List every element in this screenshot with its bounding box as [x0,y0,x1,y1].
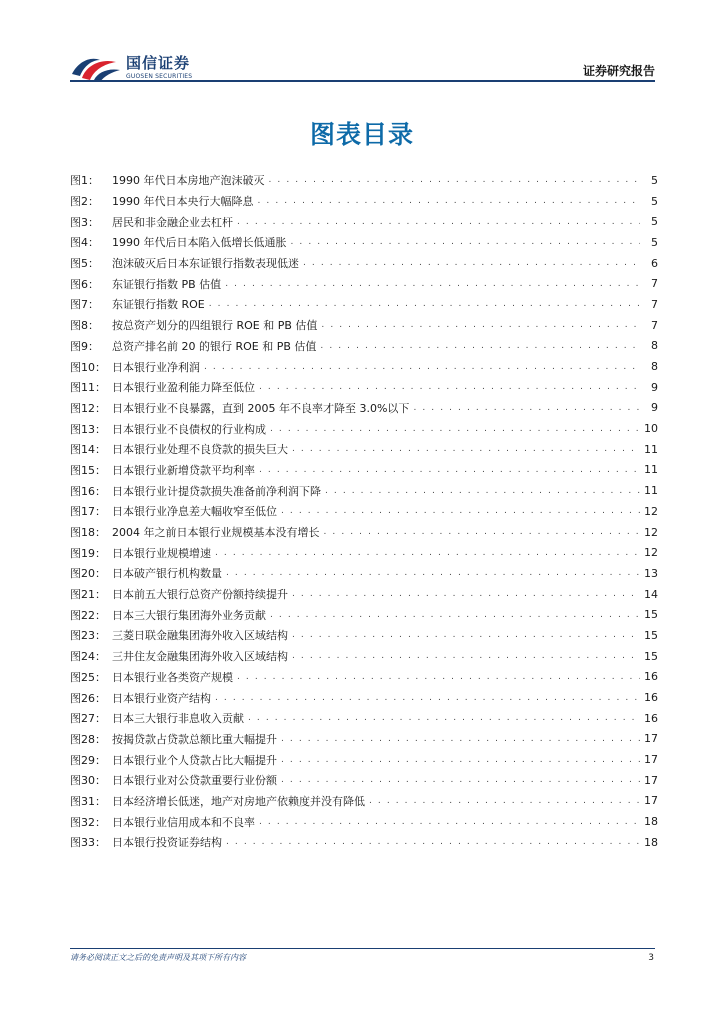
toc-entry-page: 15 [644,608,658,622]
toc-entry-page: 18 [644,815,658,829]
toc-dot-leader [259,382,640,392]
toc-entry-title: 日本银行业信用成本和不良率 [112,815,255,829]
toc-entry[interactable] [70,480,658,501]
page-number: 3 [648,953,654,963]
toc-entry-page: 13 [644,566,658,580]
toc-entry-title: 日本银行业个人贷款占比大幅提升 [112,753,277,767]
toc-entry-number: 图18： [70,526,106,540]
toc-entry-number: 图2： [70,195,99,209]
toc-entry[interactable] [70,398,658,419]
toc-dot-leader [237,217,640,227]
toc-dot-leader [369,796,640,806]
toc-entry-title: 日本银行业新增贷款平均利率 [112,463,255,477]
toc-entry-page: 8 [651,339,658,353]
toc-entry-page: 7 [651,297,658,311]
toc-entry-number: 图22： [70,608,106,622]
toc-dot-leader [226,837,640,847]
toc-entry-title: 日本银行业不良暴露，直到 2005 年不良率才降至 3.0%以下 [112,401,410,415]
toc-entry[interactable] [70,439,658,460]
toc-entry-page: 7 [651,277,658,291]
toc-entry-page: 5 [651,235,658,249]
toc-entry-number: 图7： [70,298,99,312]
toc-entry-page: 11 [644,442,658,456]
toc-entry-title: 日本银行业资产结构 [112,691,211,705]
logo-english-name: GUOSEN SECURITIES [126,73,193,80]
toc-entry-title: 日本银行业净利润 [112,360,200,374]
toc-entry[interactable] [70,418,658,439]
toc-dot-leader [324,527,641,537]
toc-dot-leader [303,258,640,268]
toc-entry-number: 图32： [70,815,106,829]
toc-entry-number: 图27： [70,712,106,726]
toc-entry[interactable] [70,687,658,708]
toc-entry-number: 图14： [70,443,106,457]
toc-entry[interactable] [70,501,658,522]
toc-entry-title: 三井住友金融集团海外收入区域结构 [112,650,288,664]
toc-entry-page: 12 [644,546,658,560]
toc-entry-number: 图24： [70,650,106,664]
toc-dot-leader [259,465,640,475]
toc-dot-leader [291,237,641,247]
toc-dot-leader [281,755,640,765]
toc-entry-page: 15 [644,628,658,642]
toc-entry-title: 日本三大银行非息收入贡献 [112,712,244,726]
toc-entry-title: 按总资产划分的四组银行 ROE 和 PB 估值 [112,319,318,333]
toc-entry-number: 图11： [70,381,106,395]
toc-dot-leader [259,817,640,827]
toc-dot-leader [292,651,640,661]
toc-entry-page: 7 [651,318,658,332]
toc-dot-leader [325,486,640,496]
toc-dot-leader [281,775,640,785]
toc-entry-number: 图29： [70,753,106,767]
toc-entry-page: 9 [651,380,658,394]
toc-entry-number: 图8： [70,319,99,333]
toc-dot-leader [281,506,640,516]
toc-entry[interactable] [70,356,658,377]
toc-entry-title: 日本银行业净息差大幅收窄至低位 [112,505,277,519]
toc-dot-leader [292,589,640,599]
toc-dot-leader [321,320,640,330]
toc-entry[interactable] [70,522,658,543]
toc-entry[interactable] [70,211,658,232]
toc-dot-leader [413,403,640,413]
toc-entry-title: 日本银行投资证券结构 [112,836,222,850]
toc-entry-page: 5 [651,173,658,187]
page-title: 图表目录 [309,120,414,149]
toc-entry[interactable] [70,729,658,750]
toc-entry[interactable] [70,832,658,853]
toc-dot-leader [215,693,640,703]
toc-entry-page: 15 [644,649,658,663]
toc-entry-page: 18 [644,835,658,849]
toc-entry-title: 总资产排名前 20 的银行 ROE 和 PB 估值 [112,339,317,353]
toc-entry-page: 14 [644,587,658,601]
toc-entry-page: 5 [651,215,658,229]
toc-entry-number: 图3： [70,215,99,229]
toc-dot-leader [281,734,640,744]
toc-entry-page: 17 [644,753,658,767]
toc-entry-page: 11 [644,484,658,498]
toc-entry-number: 图1： [70,174,99,188]
toc-entry-title: 日本三大银行集团海外业务贡献 [112,608,266,622]
footer-divider [70,948,655,949]
toc-entry-number: 图9： [70,339,99,353]
toc-entry-title: 日本银行业不良债权的行业构成 [112,422,266,436]
toc-entry-title: 日本银行业规模增速 [112,546,211,560]
toc-entry-title: 日本银行业处理不良贷款的损失巨大 [112,443,288,457]
toc-entry[interactable] [70,191,658,212]
toc-entry-title: 日本银行业对公贷款重要行业份额 [112,774,277,788]
table-of-figures [70,170,658,853]
toc-entry[interactable] [70,667,658,688]
toc-entry-title: 日本经济增长低迷，地产对房地产依赖度并没有降低 [112,794,365,808]
guosen-logo-icon [70,48,122,84]
toc-entry-page: 9 [651,401,658,415]
toc-dot-leader [215,548,640,558]
toc-entry-page: 5 [651,194,658,208]
toc-entry-page: 16 [644,670,658,684]
toc-entry-title: 东证银行指数 PB 估值 [112,277,222,291]
toc-dot-leader [258,196,641,206]
toc-dot-leader [204,362,640,372]
toc-entry-number: 图6： [70,277,99,291]
report-type-label: 证券研究报告 [582,64,655,78]
logo-chinese-name: 国信证券 [126,54,191,72]
toc-entry-page: 11 [644,463,658,477]
toc-entry[interactable] [70,542,658,563]
toc-dot-leader [270,610,640,620]
toc-entry-title: 2004 年之前日本银行业规模基本没有增长 [112,526,320,540]
toc-entry-title: 日本银行业盈利能力降至低位 [112,381,255,395]
toc-entry[interactable] [70,170,658,191]
toc-entry-number: 图26： [70,691,106,705]
toc-entry[interactable] [70,294,658,315]
toc-entry[interactable] [70,563,658,584]
toc-entry-title: 按揭贷款占贷款总额比重大幅提升 [112,732,277,746]
toc-entry-title: 1990 年代日本房地产泡沫破灭 [112,174,265,188]
toc-entry-title: 1990 年代日本央行大幅降息 [112,195,254,209]
toc-entry-page: 17 [644,773,658,787]
toc-dot-leader [226,568,640,578]
toc-entry-page: 16 [644,711,658,725]
toc-entry-number: 图10： [70,360,106,374]
toc-entry[interactable] [70,232,658,253]
toc-dot-leader [269,175,641,185]
guosen-logo [70,48,210,88]
toc-entry-page: 12 [644,525,658,539]
toc-entry[interactable] [70,791,658,812]
toc-entry[interactable] [70,646,658,667]
toc-entry-title: 泡沫破灭后日本东证银行指数表现低迷 [112,257,299,271]
page-header [0,0,724,90]
toc-entry-number: 图12： [70,401,106,415]
toc-entry-page: 8 [651,360,658,374]
toc-dot-leader [292,630,640,640]
toc-entry[interactable] [70,315,658,336]
toc-entry-page: 6 [651,256,658,270]
toc-entry-number: 图15： [70,463,106,477]
toc-entry-title: 居民和非金融企业去杠杆 [112,215,233,229]
toc-dot-leader [237,672,640,682]
toc-entry[interactable] [70,584,658,605]
toc-entry-page: 17 [644,794,658,808]
toc-entry-title: 东证银行指数 ROE [112,298,205,312]
toc-entry[interactable] [70,273,658,294]
toc-dot-leader [225,279,640,289]
toc-entry-number: 图21： [70,588,106,602]
toc-entry[interactable] [70,604,658,625]
toc-entry-number: 图5： [70,257,99,271]
toc-entry[interactable] [70,708,658,729]
toc-entry-number: 图31： [70,794,106,808]
toc-entry-number: 图25： [70,670,106,684]
toc-entry-number: 图20： [70,567,106,581]
toc-entry-title: 日本前五大银行总资产份额持续提升 [112,588,288,602]
toc-dot-leader [209,299,640,309]
toc-entry-page: 16 [644,691,658,705]
header-divider [70,80,655,82]
toc-dot-leader [320,341,640,351]
toc-entry-title: 日本银行业计提贷款损失准备前净利润下降 [112,484,321,498]
toc-entry-title: 日本破产银行机构数量 [112,567,222,581]
toc-entry[interactable] [70,625,658,646]
toc-entry-number: 图17： [70,505,106,519]
toc-entry-title: 三菱日联金融集团海外收入区域结构 [112,629,288,643]
toc-entry[interactable] [70,460,658,481]
footer-disclaimer: 请务必阅读正文之后的免责声明及其项下所有内容 [70,953,246,962]
toc-dot-leader [248,713,640,723]
toc-dot-leader [292,444,640,454]
toc-entry-number: 图23： [70,629,106,643]
toc-entry-title: 1990 年代后日本陷入低增长低通胀 [112,236,287,250]
toc-entry-title: 日本银行业各类资产规模 [112,670,233,684]
toc-entry-page: 12 [644,504,658,518]
toc-entry[interactable] [70,770,658,791]
toc-entry-page: 10 [644,422,658,436]
toc-entry-number: 图30： [70,774,106,788]
toc-entry[interactable] [70,749,658,770]
toc-entry[interactable] [70,811,658,832]
toc-entry-number: 图13： [70,422,106,436]
toc-dot-leader [270,424,640,434]
toc-entry-number: 图16： [70,484,106,498]
toc-entry-number: 图28： [70,732,106,746]
toc-entry[interactable] [70,336,658,357]
toc-entry-page: 17 [644,732,658,746]
toc-entry[interactable] [70,377,658,398]
toc-entry-number: 图4： [70,236,99,250]
toc-entry[interactable] [70,253,658,274]
toc-entry-number: 图19： [70,546,106,560]
toc-entry-number: 图33： [70,836,106,850]
